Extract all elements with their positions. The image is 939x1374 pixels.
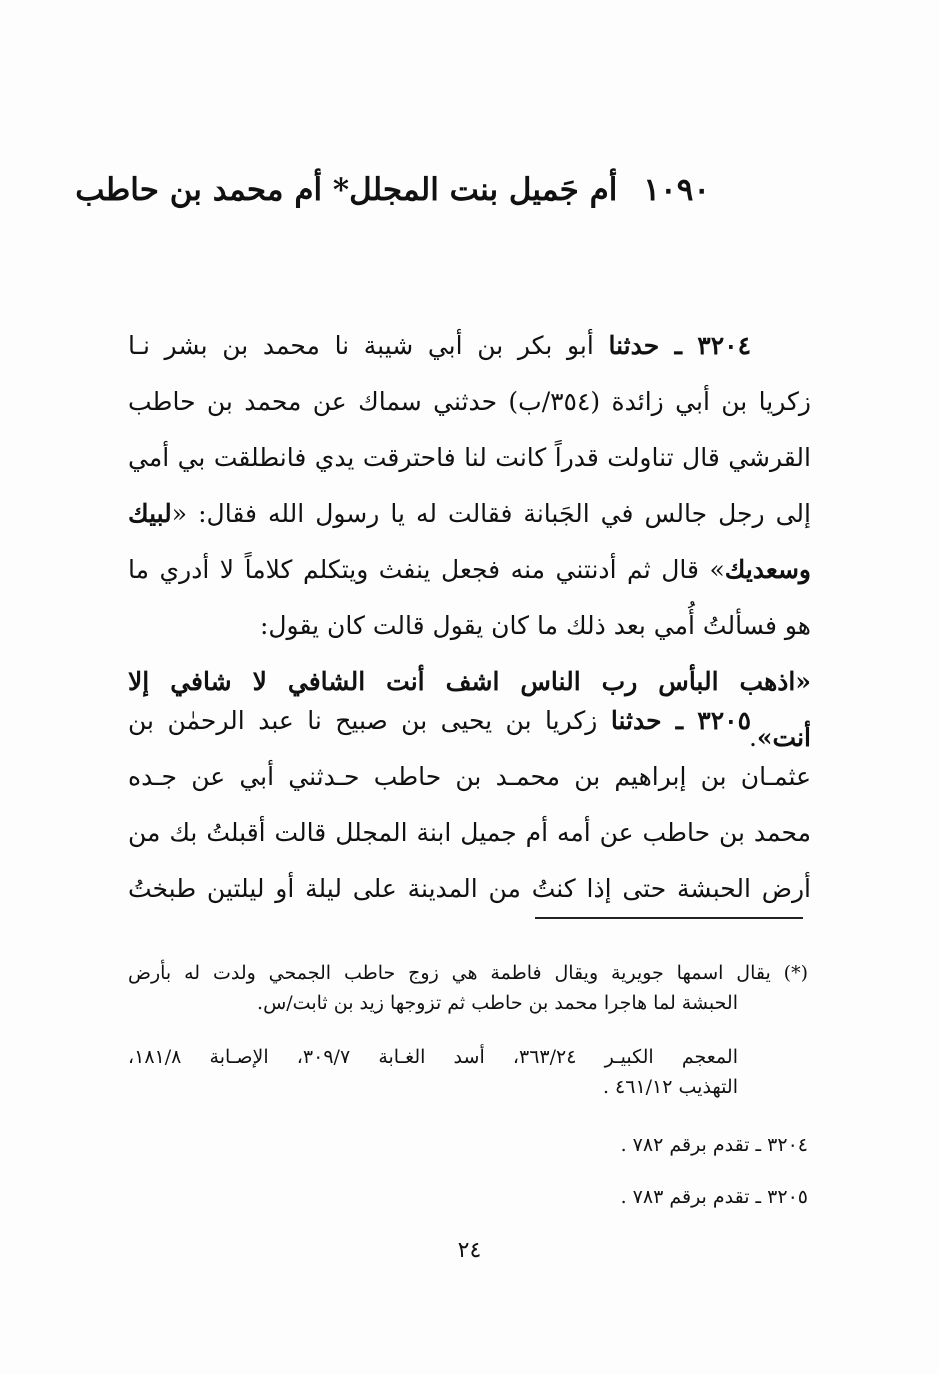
text-line: هو فسألتُ أُمي بعد ذلك ما كان يقول قالت كان يقول:	[259, 611, 811, 640]
footnote-line: التهذيب ٤٦١/١٢ .	[602, 1076, 738, 1098]
hadith-number: ٣٢٠٤	[697, 331, 752, 360]
footnote-line: ٣٢٠٤ ـ تقدم برقم ٧٨٢ .	[620, 1134, 808, 1156]
text-line: أنت».	[748, 723, 811, 752]
footnote-line: (*) يقال اسمها جويرية ويقال فاطمة هي زوج حاطب الجمحي ولدت له بأرض	[128, 962, 808, 984]
text-line: وسعديك» قال ثم أدنتني منه فجعل ينفث ويتكلم كلاماً لا أدري ما	[128, 555, 811, 584]
footnote-line: الحبشة لما هاجرا محمد بن حاطب ثم تزوجها زيد بن ثابت/س.	[257, 992, 738, 1014]
footnote-4	[128, 1182, 808, 1212]
footnote-3	[128, 1130, 808, 1160]
footnote-line: ٣٢٠٥ ـ تقدم برقم ٧٨٣ .	[620, 1186, 808, 1208]
chapter-number: ١٠٩٠	[643, 172, 710, 208]
text-line: القرشي قال تناولت قدراً كانت لنا فاحترقت يدي فانطلقت بي أمي	[128, 443, 811, 472]
hadith-number: ٣٢٠٥	[697, 706, 752, 735]
text-line: محمد بن حاطب عن أمه أم جميل ابنة المجلل قالت أقبلتُ بك من	[128, 818, 811, 847]
hadith-label: حدثنا	[610, 706, 662, 735]
hadith-3205	[128, 693, 811, 917]
footnote-2	[128, 1042, 808, 1102]
footnote-divider	[535, 917, 803, 919]
footnote-line: المعجم الكبيـر ٣٦٣/٢٤، أسد الغـابة ٣٠٩/٧، الإصـابة ١٨١/٨،	[128, 1046, 738, 1068]
footnote-1	[128, 958, 808, 1018]
text-line: عثمـان بن إبراهيم بن محمـد بن حاطب حـدثني أبي عن جـده	[128, 762, 811, 791]
text-line: إلى رجل جالس في الجَبانة فقالت له يا رسول الله فقال: «لبيك	[128, 499, 811, 528]
page-number: ٢٤	[457, 1238, 482, 1263]
hadith-label: حدثنا	[608, 331, 660, 360]
text-line: ٣٢٠٥ ـ حدثنا زكريا بن يحيى بن صبيح نا عبد الرحمٰن بن	[128, 706, 752, 735]
chapter-title: أم جَميل بنت المجلل* أم محمد بن حاطب	[75, 172, 618, 208]
supplication-line: «اذهب البأس رب الناس اشف أنت الشافي لا شافي إلا	[128, 667, 811, 696]
text-line: زكريا بن أبي زائدة (٣٥٤/ب) حدثني سماك عن محمد بن حاطب	[128, 387, 811, 416]
chapter-heading	[75, 172, 710, 208]
text-line: ٣٢٠٤ ـ حدثنا أبو بكر بن أبي شيبة نا محمد بن بشر نـا	[128, 331, 752, 360]
text-line: أرض الحبشة حتى إذا كنتُ من المدينة على ليلة أو ليلتين طبختُ	[128, 874, 811, 903]
